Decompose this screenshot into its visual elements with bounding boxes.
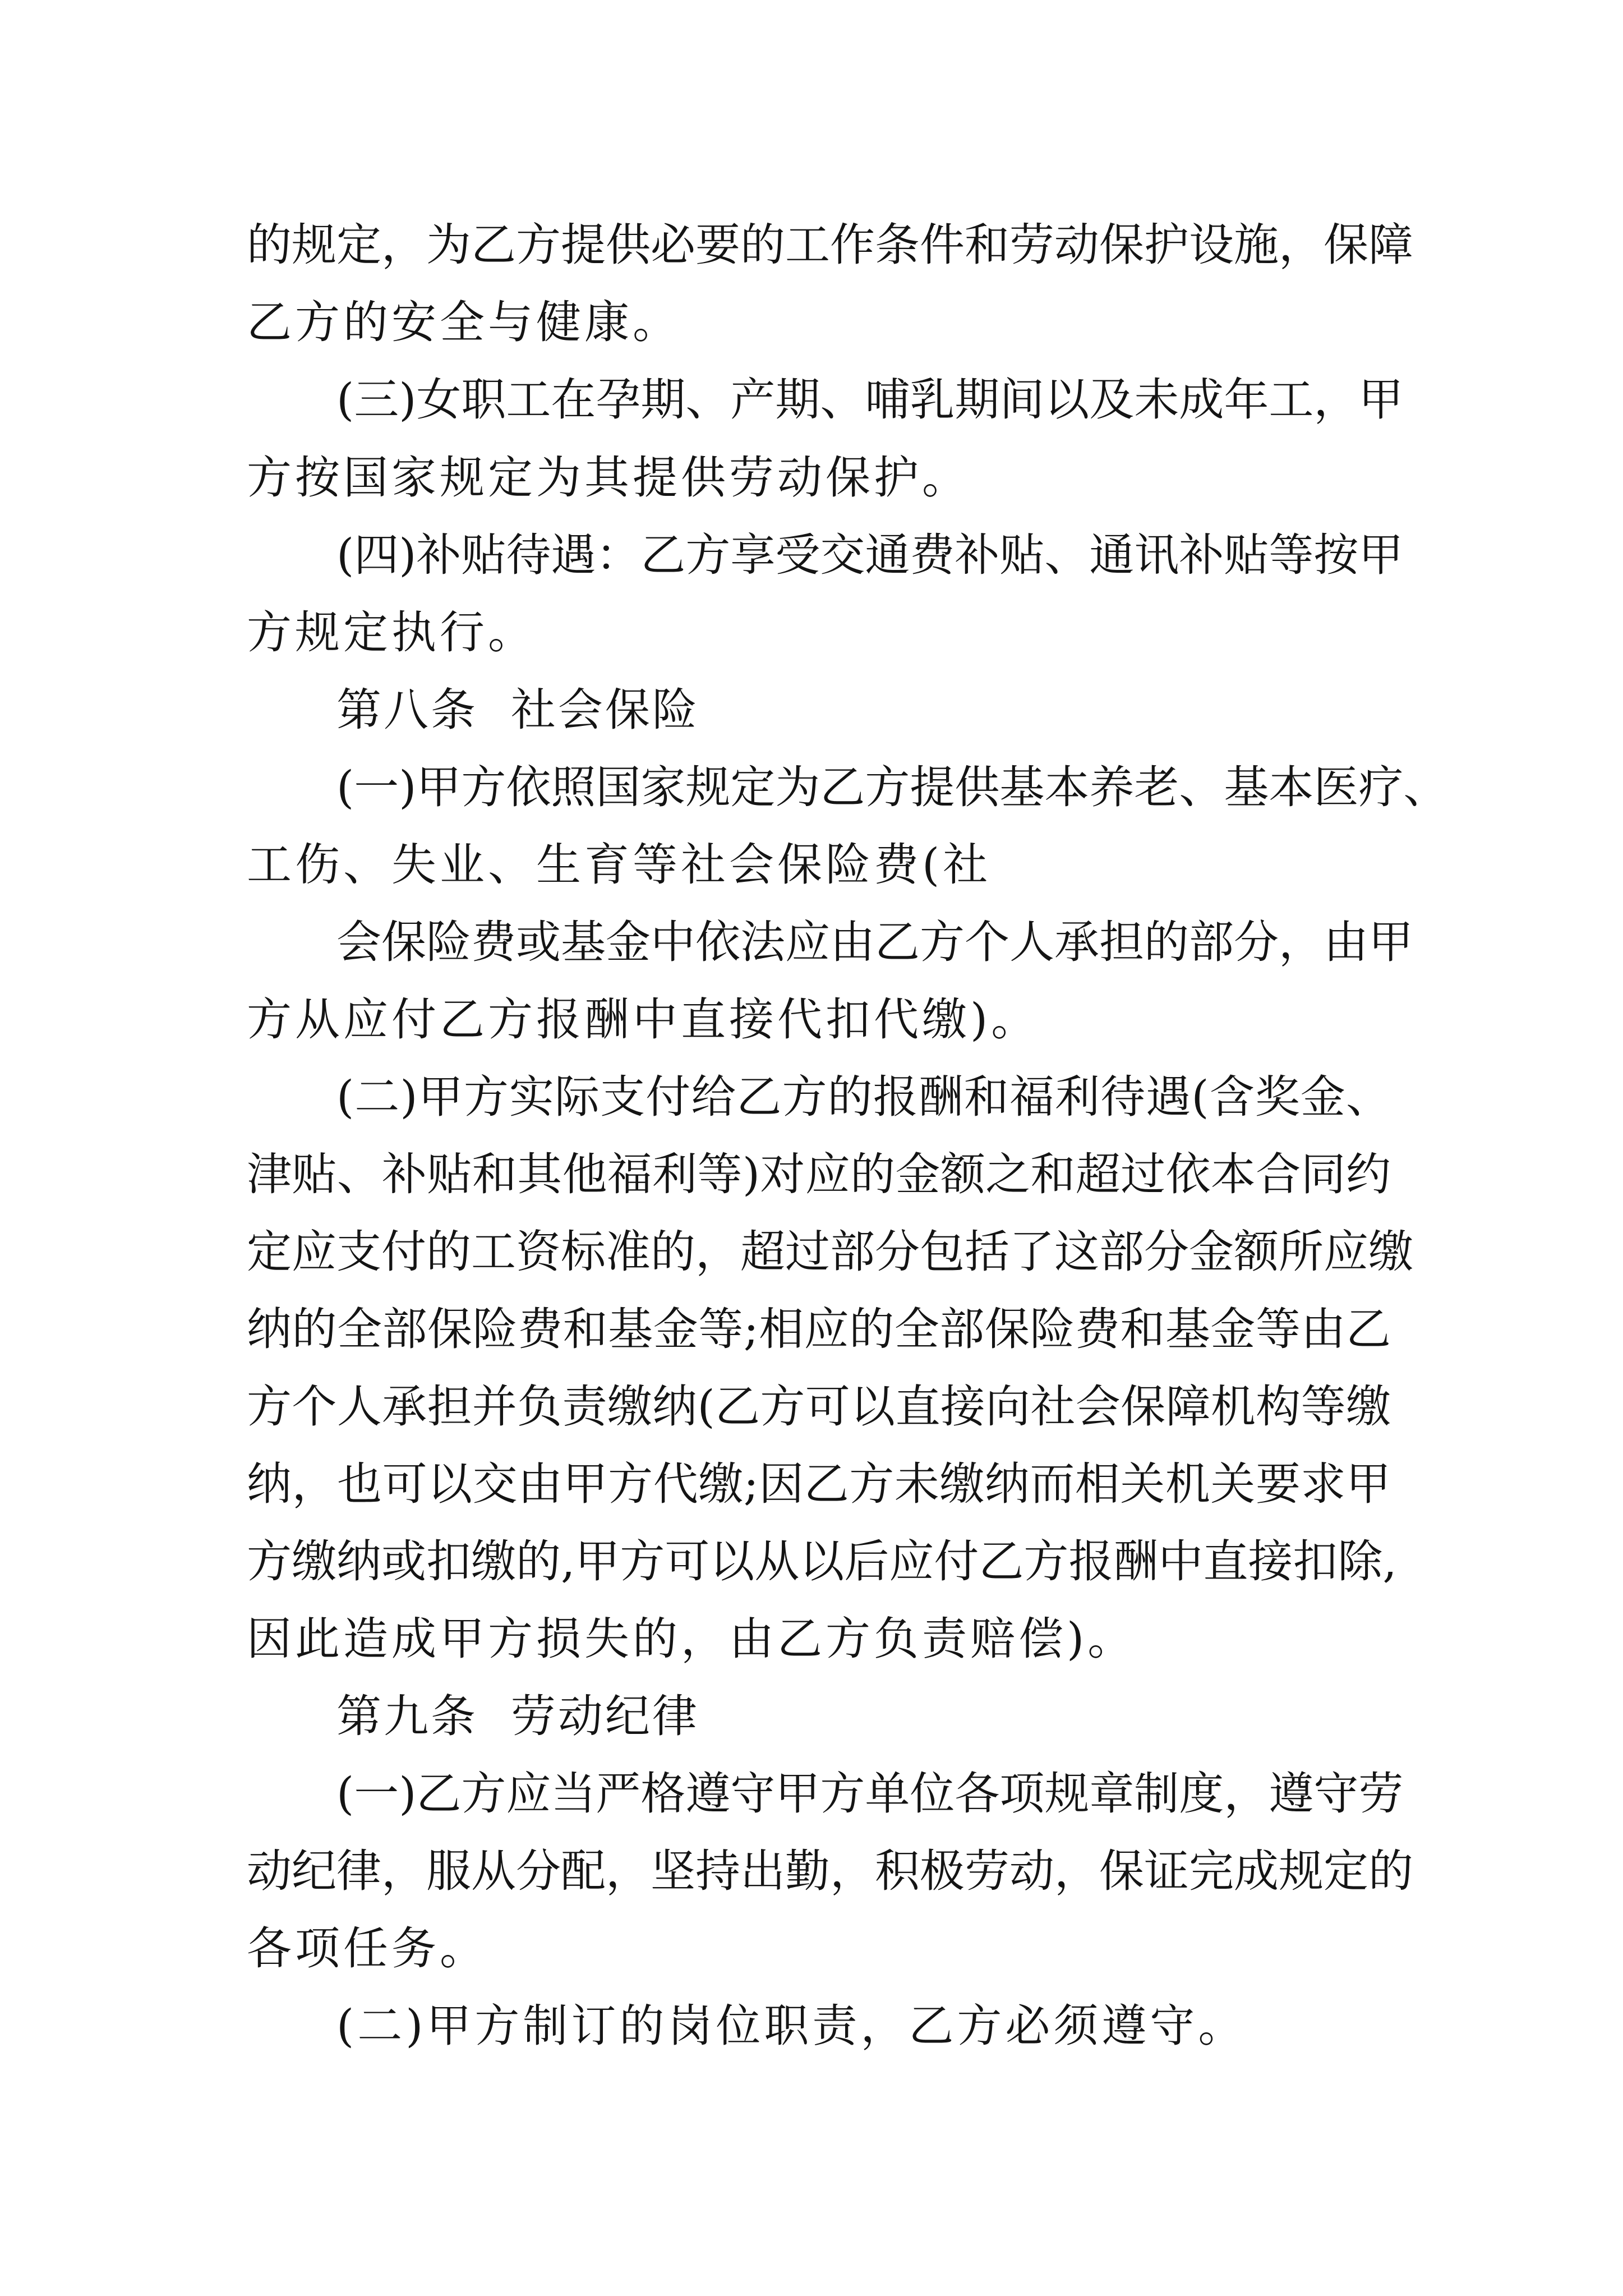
paragraph-1-line: (一)甲方依照国家规定为乙方提供基本养老、基本医疗、 [336,761,1449,813]
body-line: 纳的全部保险费和基金等;相应的全部保险费和基金等由乙 [247,1303,1391,1355]
article-9-heading: 第九条 劳动纪律 [336,1690,699,1742]
body-line: 纳，也可以交由甲方代缴;因乙方未缴纳而相关机关要求甲 [247,1458,1391,1510]
body-line: 的规定，为乙方提供必要的工作条件和劳动保护设施，保障 [247,219,1413,271]
body-line: 方缴纳或扣缴的,甲方可以从以后应付乙方报酬中直接扣除, [247,1535,1397,1588]
paragraph-3-line: (三)女职工在孕期、产期、哺乳期间以及未成年工，甲 [336,374,1404,426]
body-line: 方从应付乙方报酬中直接代扣代缴)。 [247,993,1040,1046]
paragraph-4-line: (四)补贴待遇：乙方享受交通费补贴、通讯补贴等按甲 [336,529,1404,581]
body-line: 会保险费或基金中依法应由乙方个人承担的部分，由甲 [336,916,1413,968]
body-line: 工伤、失业、生育等社会保险费(社 [247,839,992,891]
body-line: 方规定执行。 [247,606,536,659]
body-line: 定应支付的工资标准的，超过部分包括了这部分金额所应缴 [247,1226,1413,1278]
body-line: 各项任务。 [247,1922,488,1975]
paragraph-1-line: (一)乙方应当严格遵守甲方单位各项规章制度，遵守劳 [336,1768,1404,1820]
body-line: 动纪律，服从分配，坚持出勤，积极劳动，保证完成规定的 [247,1845,1413,1897]
paragraph-2-line: (二)甲方制订的岗位职责，乙方必须遵守。 [336,2000,1247,2052]
body-line: 因此造成甲方损失的，由乙方负责赔偿)。 [247,1613,1136,1665]
body-line: 乙方的安全与健康。 [247,296,681,348]
paragraph-2-line: (二)甲方实际支付给乙方的报酬和福利待遇(含奖金、 [336,1071,1391,1123]
body-line: 方个人承担并负责缴纳(乙方可以直接向社会保障机构等缴 [247,1381,1391,1433]
body-line: 津贴、补贴和其他福利等)对应的金额之和超过依本合同约 [247,1148,1391,1200]
body-line: 方按国家规定为其提供劳动保护。 [247,452,970,504]
article-8-heading: 第八条 社会保险 [336,684,699,736]
